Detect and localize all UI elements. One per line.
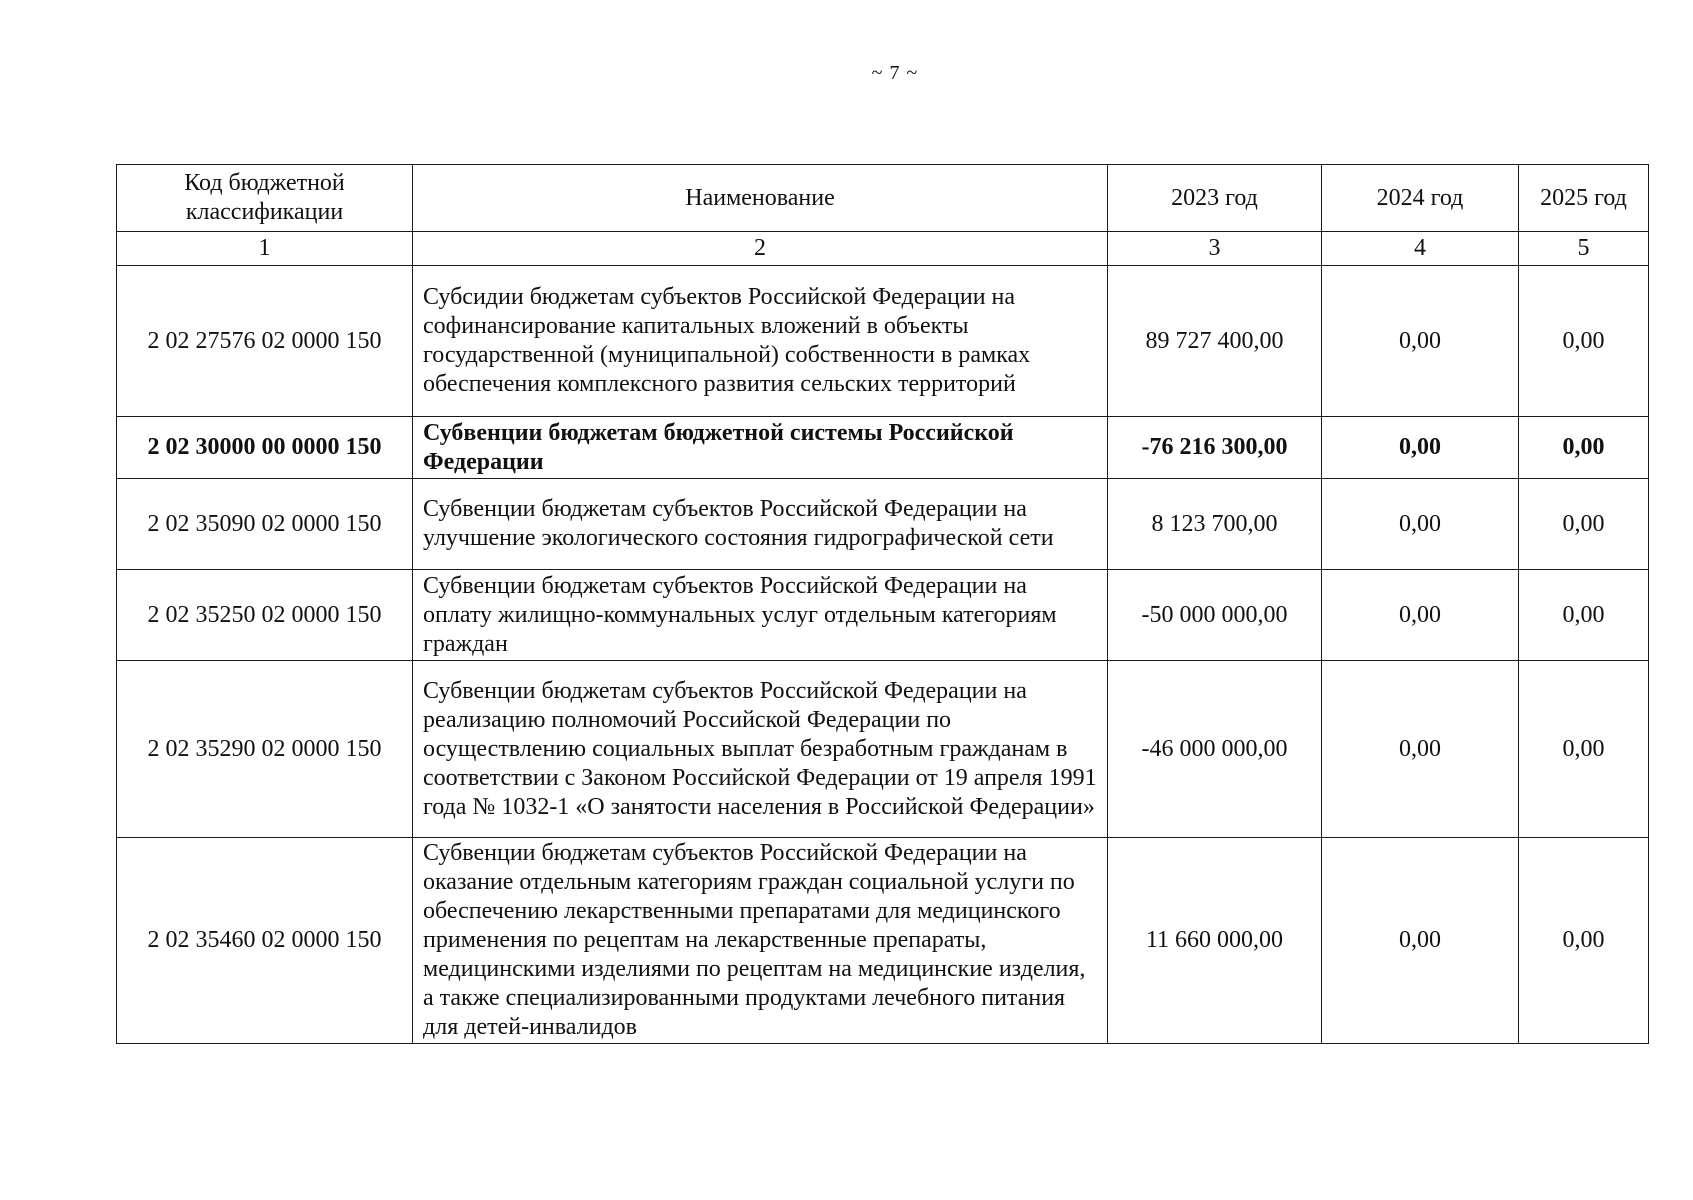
value-2024: 0,00 — [1322, 479, 1519, 570]
row-name: Субвенции бюджетам субъектов Российской Федерации на оплату жилищно-коммунальных услуг отдельным категориям граждан — [413, 570, 1108, 661]
value-2024: 0,00 — [1322, 417, 1519, 479]
table-row — [117, 570, 1649, 661]
row-name: Субвенции бюджетам субъектов Российской Федерации на реализацию полномочий Российской Федерации по осуществлению социальных выплат безработным гражданам в соответствии с Законом Российской Федерации от 19 апреля 1991 года № 1032-1 «О занятости населения в Российской Федерации» — [413, 661, 1108, 838]
column-number: 5 — [1519, 232, 1649, 266]
value-2023: 8 123 700,00 — [1108, 479, 1322, 570]
value-2025: 0,00 — [1519, 570, 1649, 661]
value-2024: 0,00 — [1322, 838, 1519, 1044]
value-2025: 0,00 — [1519, 661, 1649, 838]
row-name: Субвенции бюджетам бюджетной системы Российской Федерации — [413, 417, 1108, 479]
table-row — [117, 266, 1649, 417]
row-name: Субвенции бюджетам субъектов Российской Федерации на улучшение экологического состояния гидрографической сети — [413, 479, 1108, 570]
budget-code: 2 02 35460 02 0000 150 — [117, 838, 413, 1044]
value-2024: 0,00 — [1322, 570, 1519, 661]
row-name: Субсидии бюджетам субъектов Российской Федерации на софинансирование капитальных вложений в объекты государственной (муниципальной) собственности в рамках обеспечения комплексного развития сельских территорий — [413, 266, 1108, 417]
column-number: 4 — [1322, 232, 1519, 266]
table-row — [117, 479, 1649, 570]
row-name: Субвенции бюджетам субъектов Российской Федерации на оказание отдельным категориям граждан социальной услуги по обеспечению лекарственными препаратами для медицинского применения по рецептам на лекарственные препараты, медицинскими изделиями по рецептам на медицинские изделия, а также специализированными продуктами лечебного питания для детей-инвалидов — [413, 838, 1108, 1044]
header-2025: 2025 год — [1519, 165, 1649, 232]
value-2025: 0,00 — [1519, 479, 1649, 570]
table-row — [117, 838, 1649, 1044]
value-2023: 89 727 400,00 — [1108, 266, 1322, 417]
page-number: ~ 7 ~ — [871, 62, 919, 84]
header-2024: 2024 год — [1322, 165, 1519, 232]
value-2023: 11 660 000,00 — [1108, 838, 1322, 1044]
value-2024: 0,00 — [1322, 266, 1519, 417]
budget-code: 2 02 27576 02 0000 150 — [117, 266, 413, 417]
column-number: 2 — [413, 232, 1108, 266]
header-code: Код бюджетной классификации — [117, 165, 413, 232]
column-number-row — [117, 232, 1649, 266]
budget-code: 2 02 35090 02 0000 150 — [117, 479, 413, 570]
value-2025: 0,00 — [1519, 266, 1649, 417]
table-header-row — [117, 165, 1649, 232]
value-2023: -46 000 000,00 — [1108, 661, 1322, 838]
column-number: 1 — [117, 232, 413, 266]
value-2024: 0,00 — [1322, 661, 1519, 838]
budget-code: 2 02 30000 00 0000 150 — [117, 417, 413, 479]
budget-table — [116, 164, 1649, 1044]
header-name: Наименование — [413, 165, 1108, 232]
budget-code: 2 02 35250 02 0000 150 — [117, 570, 413, 661]
value-2023: -76 216 300,00 — [1108, 417, 1322, 479]
header-2023: 2023 год — [1108, 165, 1322, 232]
value-2023: -50 000 000,00 — [1108, 570, 1322, 661]
table-row — [117, 661, 1649, 838]
value-2025: 0,00 — [1519, 838, 1649, 1044]
column-number: 3 — [1108, 232, 1322, 266]
budget-code: 2 02 35290 02 0000 150 — [117, 661, 413, 838]
value-2025: 0,00 — [1519, 417, 1649, 479]
table-row — [117, 417, 1649, 479]
